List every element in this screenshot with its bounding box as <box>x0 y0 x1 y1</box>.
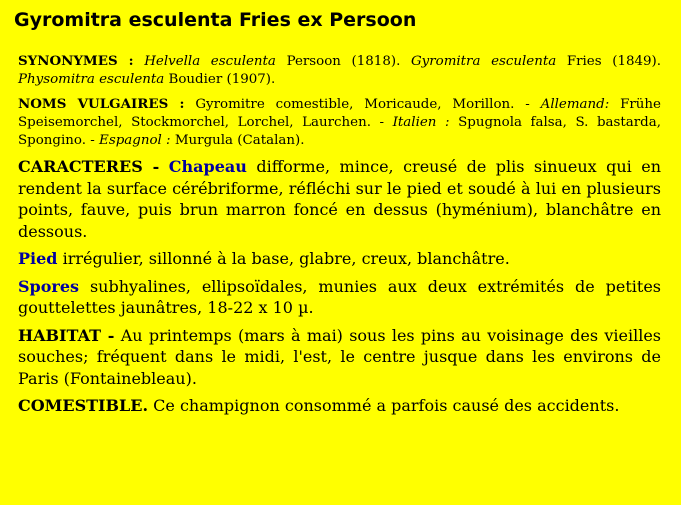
stem-keyword: Pied <box>18 249 58 268</box>
cap-description: difforme, mince, creusé de plis sinueux qui en rendent la surface cérébriforme, réfléchi sur le pied et soudé à lui en plusieurs points, fauve, puis brun marron foncé en dessus (hyménium), blanchâtre en dessous. <box>18 157 661 241</box>
habitat-paragraph <box>18 325 661 390</box>
spores-description: subhyalines, ellipsoïdales, munies aux deux extrémités de petites gouttelettes jaunâtres, 18-22 x 10 µ. <box>18 276 661 317</box>
stem-description: irrégulier, sillonné à la base, glabre, creux, blanchâtre. <box>62 249 510 268</box>
common-names-label: NOMS VULGAIRES : <box>18 96 185 112</box>
synonym-author: Boudier (1907). <box>168 72 276 87</box>
characteristics-paragraph <box>18 156 661 242</box>
stem-paragraph <box>18 248 661 270</box>
common-names-text: Murgula (Catalan). <box>174 133 305 148</box>
common-names-paragraph <box>18 95 661 150</box>
spores-keyword: Spores <box>18 276 80 296</box>
synonym-author: Persoon (1818). <box>286 54 401 69</box>
synonyms-paragraph <box>18 52 661 89</box>
edibility-description: Ce champignon consommé a parfois causé des accidents. <box>153 396 620 415</box>
language-label: Italien : <box>392 115 450 130</box>
page-title: Gyromitra esculenta Fries ex Persoon <box>14 9 417 31</box>
species-description <box>18 52 661 417</box>
cap-keyword: Chapeau <box>168 157 247 176</box>
synonym-name: Helvella esculenta <box>144 54 276 69</box>
synonyms-label: SYNONYMES : <box>18 53 134 69</box>
spores-paragraph <box>18 276 661 319</box>
synonym-author: Fries (1849). <box>566 54 662 69</box>
edibility-label: COMESTIBLE. <box>18 396 149 415</box>
edibility-paragraph <box>18 395 661 417</box>
language-label: Allemand: <box>540 97 610 112</box>
habitat-label: HABITAT - <box>18 325 115 345</box>
synonym-name: Physomitra esculenta <box>18 72 165 87</box>
synonym-name: Gyromitra esculenta <box>410 54 557 69</box>
common-names-text: Gyromitre comestible, Moricaude, Morillon. - <box>195 97 530 112</box>
characteristics-label: CARACTERES - <box>18 157 160 176</box>
common-names-text: Frühe Speisemorchel, Stockmorchel, Lorchel, Laurchen. - <box>18 97 661 130</box>
habitat-description: Au printemps (mars à mai) sous les pins au voisinage des vieilles souches; fréquent dans le midi, l'est, le centre jusque dans les environs de Paris (Fontainebleau). <box>18 325 661 388</box>
language-label: Espagnol : <box>99 133 171 148</box>
common-names-text: Spugnola falsa, S. bastarda, Spongino. - <box>18 115 661 148</box>
